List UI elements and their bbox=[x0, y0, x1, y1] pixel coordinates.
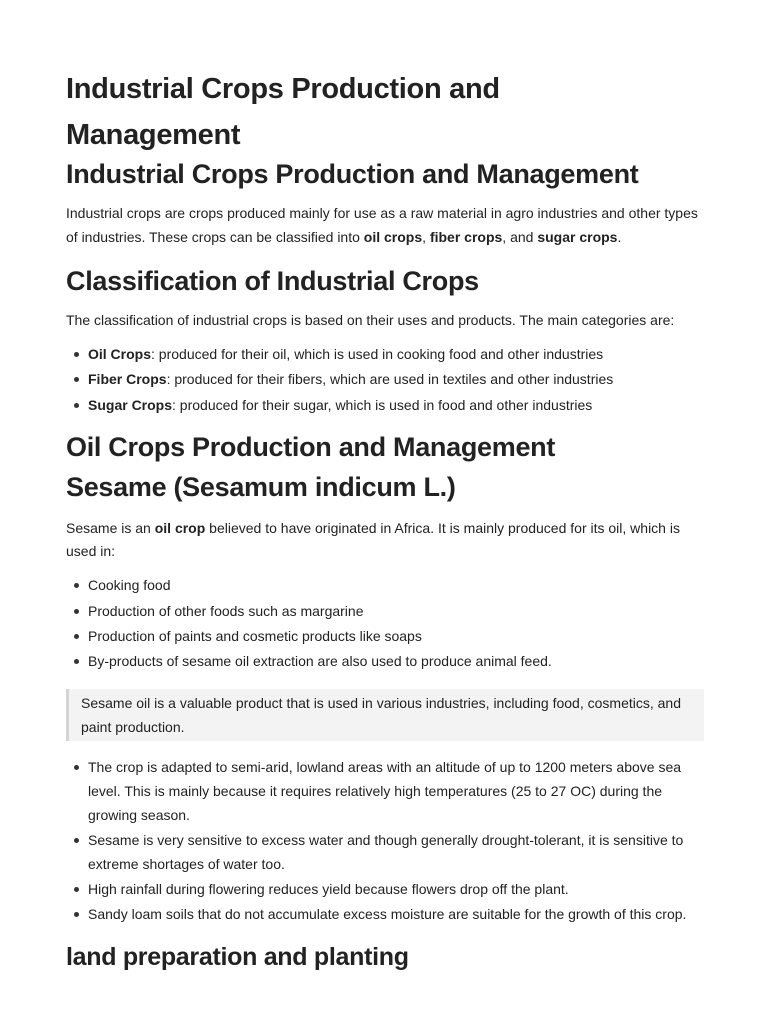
classification-list bbox=[66, 342, 704, 417]
list-item: Production of paints and cosmetic products like soaps bbox=[74, 624, 704, 648]
page-title: Industrial Crops Production and Management bbox=[66, 73, 500, 151]
intro-paragraph bbox=[66, 202, 704, 249]
intro-end: . bbox=[617, 228, 622, 245]
list-item: The crop is adapted to semi-arid, lowland areas with an altitude of up to 1200 meters above sea level. This is mainly because it requires relatively high temperatures (25 to 27 OC) during the growing season. bbox=[74, 755, 704, 827]
sesame-intro-bold: oil crop bbox=[154, 519, 206, 536]
land-preparation-heading: land preparation and planting bbox=[66, 943, 409, 971]
classification-text: The classification of industrial crops is based on their uses and products. The main categories are: bbox=[66, 312, 675, 328]
sesame-intro-text: Sesame is an bbox=[66, 519, 155, 536]
item-term: Sugar Crops bbox=[88, 396, 173, 413]
classification-heading: Classification of Industrial Crops bbox=[66, 266, 479, 296]
intro-text: Industrial crops are crops produced mainly for use as a raw material in agro industries and other types of industries. These crops can be classified into bbox=[66, 205, 698, 245]
list-item bbox=[74, 342, 704, 366]
sesame-requirements-list bbox=[66, 755, 704, 926]
intro-oil-crops: oil crops bbox=[363, 228, 423, 245]
intro-sep: , and bbox=[502, 228, 538, 245]
oil-crops-heading: Oil Crops Production and Management bbox=[66, 431, 556, 462]
list-item bbox=[74, 393, 704, 417]
item-desc: : produced for their fibers, which are used in textiles and other industries bbox=[166, 371, 614, 387]
list-item: Sesame is very sensitive to excess water and though generally drought-tolerant, it is sensitive to extreme shortages of water too. bbox=[74, 828, 704, 876]
list-item: High rainfall during flowering reduces yield because flowers drop off the plant. bbox=[74, 877, 704, 901]
sesame-heading: Sesame (Sesamum indicum L.) bbox=[66, 471, 456, 502]
sesame-intro bbox=[66, 517, 704, 564]
list-item: Sandy loam soils that do not accumulate excess moisture are suitable for the growth of this crop. bbox=[74, 902, 704, 926]
sesame-intro-rest: believed to have originated in Africa. It is mainly produced for its oil, which is used in: bbox=[66, 519, 680, 559]
intro-sep: , bbox=[422, 228, 430, 245]
list-item bbox=[74, 367, 704, 391]
item-desc: : produced for their oil, which is used in cooking food and other industries bbox=[151, 345, 604, 362]
item-term: Fiber Crops bbox=[88, 371, 167, 387]
blockquote bbox=[66, 689, 704, 741]
blockquote-text: Sesame oil is a valuable product that is used in various industries, including food, cosmetics, and paint production. bbox=[81, 695, 681, 735]
item-desc: : produced for their sugar, which is used in food and other industries bbox=[172, 396, 593, 413]
sesame-uses-list bbox=[66, 573, 704, 674]
intro-sugar-crops: sugar crops bbox=[537, 228, 618, 245]
list-item: Cooking food bbox=[74, 573, 704, 597]
list-item: Production of other foods such as margarine bbox=[74, 599, 704, 623]
item-term: Oil Crops bbox=[88, 345, 152, 362]
document-heading: Industrial Crops Production and Management bbox=[66, 159, 639, 189]
intro-fiber-crops: fiber crops bbox=[429, 228, 503, 245]
list-item: By-products of sesame oil extraction are also used to produce animal feed. bbox=[74, 649, 704, 673]
